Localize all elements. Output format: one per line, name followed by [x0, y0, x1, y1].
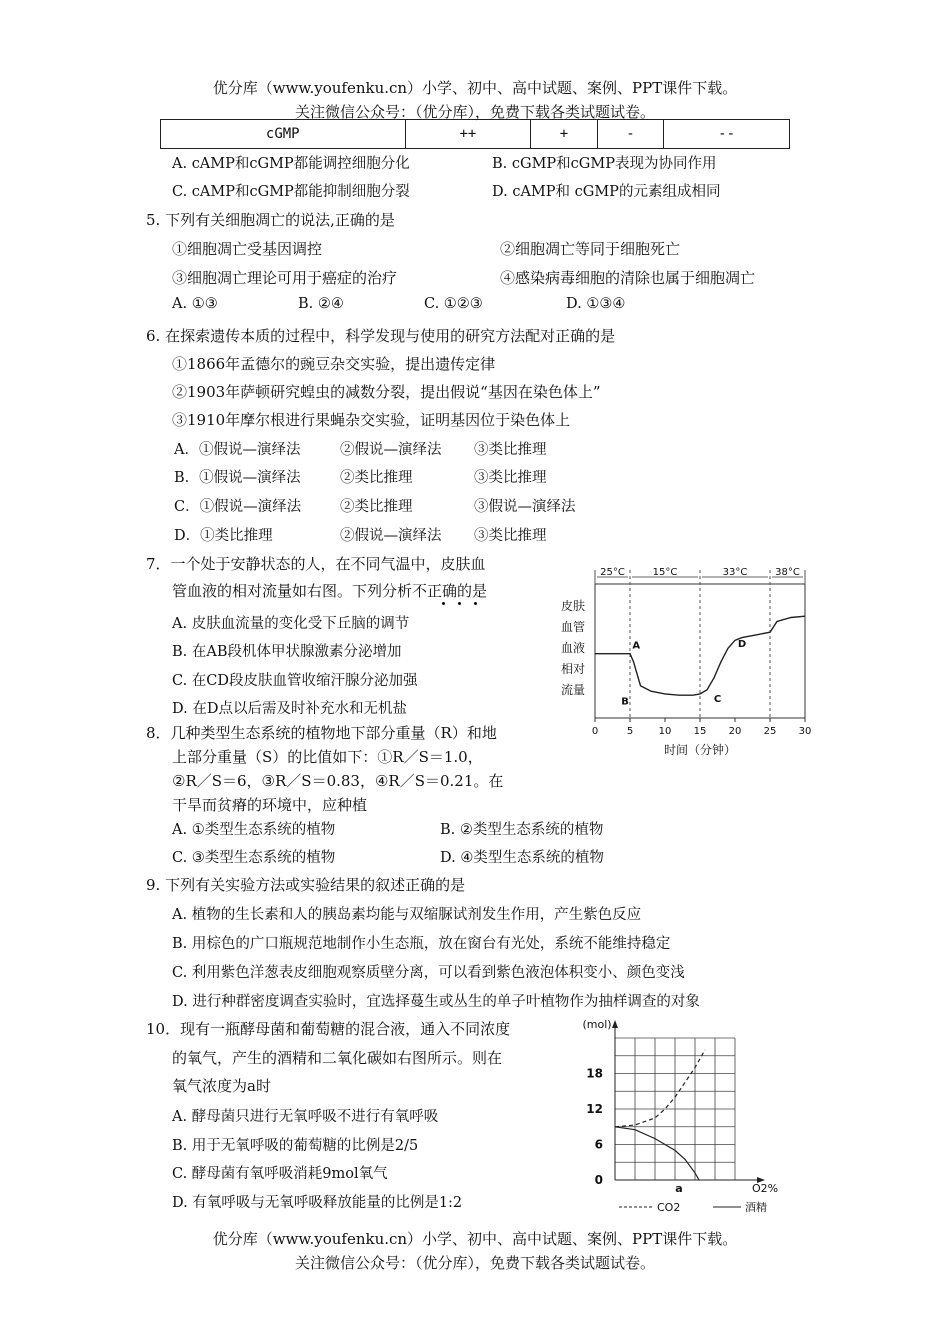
x-axis-label: O2% [751, 1182, 779, 1195]
q10-line-3: 氧气浓度为a时 [172, 1077, 271, 1095]
q5-statement-4: ④感染病毒细胞的清除也属于细胞凋亡 [500, 269, 756, 287]
band-label: 25°C [600, 567, 625, 578]
x-tick-label: 15 [693, 726, 707, 737]
q7-stem-line-2: 管血液的相对流量如右图。下列分析不正确的是 [172, 582, 488, 600]
q6-statement-3: ③1910年摩尔根进行果蝇杂交实验，证明基因位于染色体上 [172, 411, 571, 429]
table-cell: + [531, 120, 597, 149]
q6-option-d-2: ②假说—演绎法 [340, 528, 442, 544]
y-axis-label: 流量 [560, 683, 586, 697]
chart-2-group [582, 1018, 778, 1214]
point-label: A [632, 640, 641, 652]
q5-statement-3: ③细胞凋亡理论可用于癌症的治疗 [172, 269, 398, 287]
y-axis-label: 皮肤 [560, 599, 586, 613]
legend-label-co2: CO2 [657, 1201, 681, 1214]
band-label: 15°C [652, 567, 678, 578]
q10-line-1: 10．现有一瓶酵母菌和葡萄糖的混合液，通入不同浓度 [146, 1020, 511, 1038]
q7-option-d: D. 在D点以后需及时补充水和无机盐 [172, 701, 407, 717]
q5-statement-2: ②细胞凋亡等同于细胞死亡 [500, 240, 681, 258]
x-tick-label: 10 [658, 726, 672, 737]
q6-option-c-2: ②类比推理 [340, 499, 413, 515]
q8-line-1: 8．几种类型生态系统的植物地下部分重量（R）和地 [146, 724, 497, 742]
band-label: 33°C [722, 567, 748, 578]
q5-option-b: B. ②④ [298, 296, 344, 312]
q6-option-b-1: B．①假说—演绎法 [174, 470, 301, 486]
series-line-co2 [615, 1050, 705, 1127]
emphasis-dot [442, 602, 445, 605]
q5-option-c: C. ①②③ [424, 296, 483, 312]
table-cell: -- [664, 120, 790, 149]
point-label: C [713, 693, 722, 705]
footer-line-2: 关注微信公众号：（优分库），免费下载各类试题试卷。 [294, 1254, 655, 1272]
q7-option-a: A. 皮肤血流量的变化受下丘脑的调节 [172, 616, 410, 632]
q6-statement-2: ②1903年萨顿研究蝗虫的减数分裂，提出假说“基因在染色体上” [172, 383, 601, 401]
q8-line-4: 干旱而贫瘠的环境中，应种植 [172, 796, 368, 814]
q5-option-d: D. ①③④ [566, 296, 626, 312]
q6-option-a-2: ②假说—演绎法 [340, 442, 442, 458]
q4-option-a: A. cAMP和cGMP都能调控细胞分化 [172, 156, 410, 172]
q6-option-a-1: A．①假说—演绎法 [174, 442, 301, 458]
x-tick-label: 5 [626, 726, 634, 737]
x-marker-label: a [675, 1182, 683, 1195]
y-tick-label: 18 [586, 1066, 603, 1081]
q6-option-c-3: ③假说—演绎法 [474, 499, 576, 515]
q10-option-b: B. 用于无氧呼吸的葡萄糖的比例是2/5 [172, 1138, 419, 1154]
q8-line-3: ②R／S＝6，③R／S＝0.83，④R／S＝0.21。在 [172, 772, 504, 790]
q6-option-d-3: ③类比推理 [474, 528, 547, 544]
q5-statement-1: ①细胞凋亡受基因调控 [172, 240, 323, 258]
q10-line-2: 的氧气，产生的酒精和二氧化碳如右图所示。则在 [172, 1049, 503, 1067]
emphasis-dot [474, 602, 477, 605]
y-axis-label: 血液 [560, 641, 586, 655]
q5-option-a: A. ①③ [172, 296, 218, 312]
q6-statement-1: ①1866年孟德尔的豌豆杂交实验，提出遗传定律 [172, 355, 496, 373]
y-tick-label: 0 [594, 1173, 603, 1187]
legend-label-alcohol: 酒精 [745, 1201, 767, 1214]
q6-option-c-1: C．①假说—演绎法 [174, 499, 302, 515]
point-label: D [737, 638, 747, 650]
series-line-alcohol [615, 1127, 699, 1180]
q4-option-c: C. cAMP和cGMP都能抑制细胞分裂 [172, 184, 410, 200]
y-axis-label: 血管 [560, 620, 586, 634]
q7-option-c: C. 在CD段皮肤血管收缩汗腺分泌加强 [172, 673, 418, 689]
point-label: B [621, 696, 629, 708]
band-label: 38°C [775, 567, 800, 578]
header-line-2: 关注微信公众号：（优分库），免费下载各类试题试卷。 [294, 103, 655, 121]
q8-option-c: C. ③类型生态系统的植物 [172, 850, 336, 866]
table-cell: ++ [405, 120, 531, 149]
y-tick-label: 6 [594, 1137, 603, 1152]
x-tick-label: 20 [728, 726, 742, 737]
q5-stem: 5. 下列有关细胞凋亡的说法,正确的是 [146, 211, 395, 229]
table-cell: cGMP [161, 120, 406, 149]
x-tick-label: 30 [798, 726, 812, 737]
q4-option-d: D. cAMP和 cGMP的元素组成相同 [492, 184, 721, 200]
y-axis-label: (mol) [582, 1018, 612, 1031]
q9-option-a: A. 植物的生长素和人的胰岛素均能与双缩脲试剂发生作用，产生紫色反应 [172, 907, 642, 923]
table-row [161, 120, 790, 149]
x-tick-label: 0 [591, 726, 599, 737]
q9-option-d: D. 进行种群密度调查实验时，宜选择蔓生或丛生的单子叶植物作为抽样调查的对象 [172, 994, 700, 1010]
q9-option-c: C. 利用紫色洋葱表皮细胞观察质壁分离，可以看到紫色液泡体积变小、颜色变浅 [172, 965, 685, 981]
co2-alcohol-chart [575, 1016, 790, 1216]
q10-option-c: C. 酵母菌有氧呼吸消耗9mol氧气 [172, 1166, 388, 1182]
y-axis-label: 相对 [560, 662, 586, 676]
q8-option-a: A. ①类型生态系统的植物 [172, 822, 336, 838]
table-cell: - [597, 120, 663, 149]
y-tick-label: 12 [586, 1102, 603, 1116]
q6-option-b-2: ②类比推理 [340, 470, 413, 486]
chart-1-group [561, 567, 811, 757]
q10-option-d: D. 有氧呼吸与无氧呼吸释放能量的比例是1:2 [172, 1195, 463, 1211]
q6-option-d-1: D．①类比推理 [174, 528, 273, 544]
q6-option-a-3: ③类比推理 [474, 442, 547, 458]
x-axis-label: 时间（分钟） [663, 743, 737, 757]
emphasis-dot [458, 602, 461, 605]
q10-option-a: A. 酵母菌只进行无氧呼吸不进行有氧呼吸 [172, 1109, 439, 1125]
q6-option-b-3: ③类比推理 [474, 470, 547, 486]
q6-stem: 6. 在探索遗传本质的过程中，科学发现与使用的研究方法配对正确的是 [146, 327, 616, 345]
q7-stem-line-1: 7．一个处于安静状态的人，在不同气温中，皮肤血 [146, 555, 486, 573]
header-line-1: 优分库（www.youfenku.cn）小学、初中、高中试题、案例、PPT课件下载。 [212, 79, 738, 97]
q8-option-d: D. ④类型生态系统的植物 [440, 850, 604, 866]
y-axis-arrow [612, 1020, 618, 1028]
x-tick-label: 25 [763, 726, 777, 737]
q8-line-2: 上部分重量（S）的比值如下：①R／S＝1.0， [172, 748, 483, 766]
q9-option-b: B. 用棕色的广口瓶规范地制作小生态瓶，放在窗台有光处，系统不能维持稳定 [172, 936, 671, 952]
q4-option-b: B. cGMP和cGMP表现为协同作用 [492, 156, 717, 172]
q9-stem: 9. 下列有关实验方法或实验结果的叙述正确的是 [146, 876, 466, 894]
cgmp-table [160, 119, 790, 149]
footer-line-1: 优分库（www.youfenku.cn）小学、初中、高中试题、案例、PPT课件下载。 [212, 1230, 738, 1248]
q8-option-b: B. ②类型生态系统的植物 [440, 822, 604, 838]
q7-option-b: B. 在AB段机体甲状腺激素分泌增加 [172, 644, 402, 660]
skin-blood-flow-chart [555, 566, 820, 766]
